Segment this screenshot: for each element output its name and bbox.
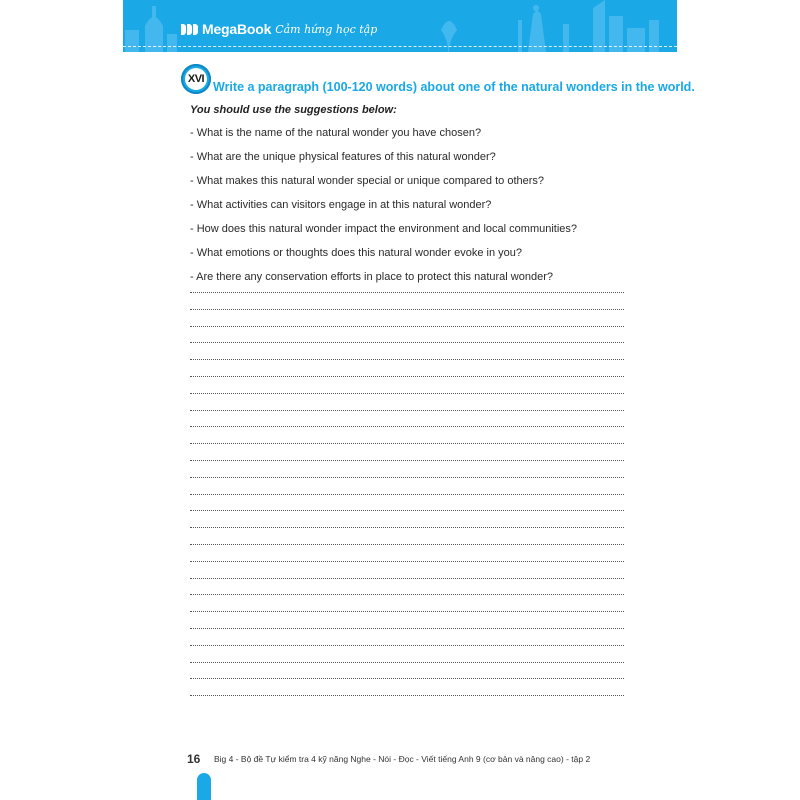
answer-line [190, 527, 624, 528]
answer-line [190, 326, 624, 327]
suggestion-item: - What emotions or thoughts does this natural wonder evoke in you? [190, 247, 523, 259]
brand-logo [181, 20, 377, 38]
suggestion-item: - What activities can visitors engage in at this natural wonder? [190, 199, 492, 211]
answer-line [190, 393, 624, 394]
answer-line [190, 561, 624, 562]
answer-line [190, 611, 624, 612]
megabook-logo-icon [181, 24, 199, 35]
exercise-title: Write a paragraph (100-120 words) about one of the natural wonders in the world. [213, 80, 695, 94]
answer-line [190, 309, 624, 310]
answer-line [190, 426, 624, 427]
book-title: Big 4 - Bộ đề Tự kiểm tra 4 kỹ năng Nghe - Nói - Đọc - Viết tiếng Anh 9 (cơ bản và nâng cao) - tập 2 [214, 754, 591, 764]
answer-line [190, 695, 624, 696]
answer-line [190, 578, 624, 579]
answer-line [190, 678, 624, 679]
exercise-number: XVI [185, 68, 207, 90]
exercise-subtitle: You should use the suggestions below: [190, 104, 397, 116]
page-number: 16 [187, 752, 201, 766]
answer-line [190, 510, 624, 511]
page-tab-marker [197, 773, 211, 800]
brand-name: MegaBook [202, 21, 272, 37]
answer-line [190, 342, 624, 343]
suggestion-item: - What is the name of the natural wonder you have chosen? [190, 127, 482, 139]
header-dashed-line [123, 46, 677, 47]
answer-line [190, 662, 624, 663]
writing-lines [190, 284, 624, 712]
suggestion-item: - How does this natural wonder impact the environment and local communities? [190, 223, 578, 235]
answer-line [190, 443, 624, 444]
brand-slogan: Cảm hứng học tập [275, 22, 378, 36]
answer-line [190, 410, 624, 411]
page-header [123, 0, 677, 52]
answer-line [190, 628, 624, 629]
answer-line [190, 544, 624, 545]
answer-line [190, 494, 624, 495]
answer-line [190, 359, 624, 360]
suggestion-item: - What are the unique physical features of this natural wonder? [190, 151, 496, 163]
answer-line [190, 376, 624, 377]
answer-line [190, 594, 624, 595]
suggestion-list [190, 121, 577, 289]
answer-line [190, 477, 624, 478]
suggestion-item: - What makes this natural wonder special or unique compared to others? [190, 175, 545, 187]
answer-line [190, 460, 624, 461]
answer-line [190, 292, 624, 293]
exercise-number-badge [181, 64, 211, 94]
suggestion-item: - Are there any conservation efforts in place to protect this natural wonder? [190, 271, 553, 283]
answer-line [190, 645, 624, 646]
